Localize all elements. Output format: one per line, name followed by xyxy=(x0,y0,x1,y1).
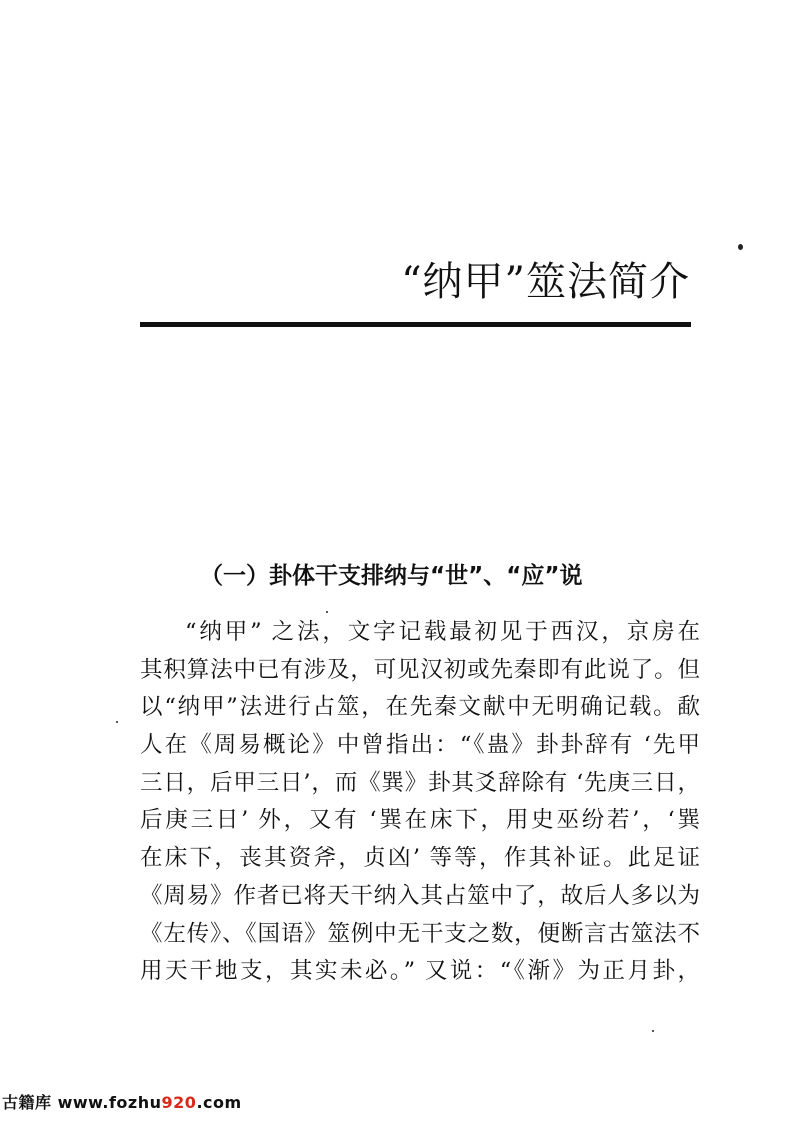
body-line: 《左传》、《国语》筮例中无干支之数，便断言古筮法不 xyxy=(140,920,700,947)
watermark-number: 920 xyxy=(161,1093,197,1112)
site-watermark[interactable] xyxy=(2,1090,242,1113)
section-heading: （一）卦体干支排纳与“世”、“应”说 xyxy=(200,563,583,589)
body-line: 在床下，丧其资斧，贞凶’ 等等，作其补证。此足证 xyxy=(140,845,700,872)
scan-speck xyxy=(652,1030,654,1032)
body-line: 三日，后甲三日’，而《巽》卦其爻辞除有 ‘先庚三日， xyxy=(140,769,700,796)
chapter-title: “纳甲”筮法简介 xyxy=(401,259,690,305)
body-line: 人在《周易概论》中曾指出：“《蛊》卦卦辞有 ‘先甲 xyxy=(140,732,700,759)
body-line: 后庚三日’ 外，又有 ‘巽在床下，用史巫纷若’，‘巽 xyxy=(140,807,700,834)
body-line: “纳甲” 之法，文字记载最初见于西汉，京房在 xyxy=(185,619,700,645)
body-line: 用天干地支，其实未必。” 又说：“《渐》为正月卦， xyxy=(140,958,700,985)
scan-speck xyxy=(326,611,328,613)
body-paragraph xyxy=(140,614,700,991)
watermark-prefix: 古籍库 www.fozhu xyxy=(2,1093,162,1112)
body-line: 《周易》作者已将天干纳入其占筮中了，故后人多以为 xyxy=(140,882,700,909)
scan-speck xyxy=(116,721,118,723)
watermark-suffix: .com xyxy=(196,1093,242,1112)
scan-speck xyxy=(738,244,743,250)
body-line: 其积算法中已有涉及，可见汉初或先秦即有此说了。但 xyxy=(140,656,700,683)
body-line: 以“纳甲”法进行占筮，在先秦文献中无明确记载。歃 xyxy=(140,694,700,721)
title-rule xyxy=(140,322,691,327)
